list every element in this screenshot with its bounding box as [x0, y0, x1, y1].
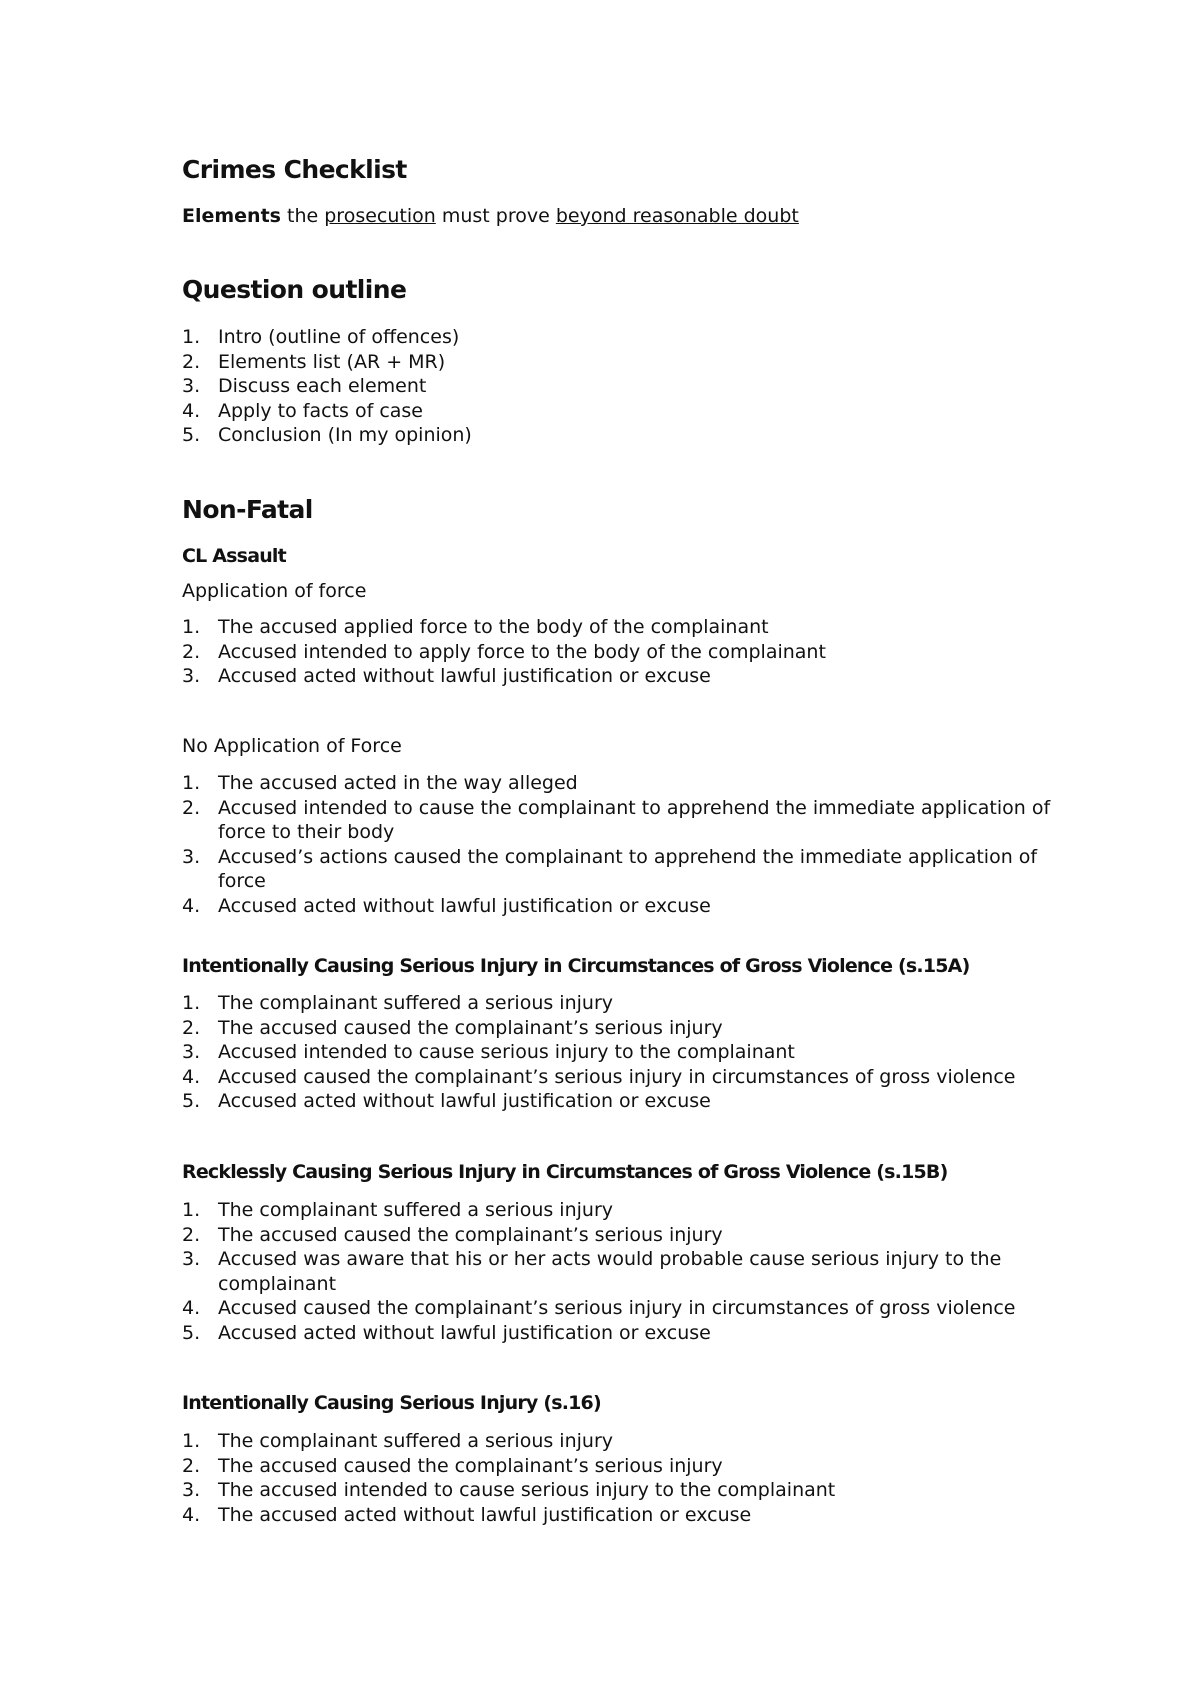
list-item	[182, 796, 1062, 845]
list-item-number: 1.	[182, 1430, 201, 1452]
list-item-number: 3.	[182, 665, 201, 687]
list-item-number: 1.	[182, 616, 201, 638]
list-item-number: 2.	[182, 796, 201, 819]
list-item	[182, 1503, 1062, 1528]
list-item-text: The complainant suffered a serious injury	[218, 992, 614, 1014]
list-item-text: The accused caused the complainant’s serious injury	[218, 1016, 723, 1039]
list-item	[182, 1016, 1062, 1041]
list-item	[182, 325, 1062, 350]
intro-text-1: the	[280, 205, 325, 227]
list-item-number: 3.	[182, 1479, 201, 1501]
list-item-text: Accused intended to cause serious injury to the complainant	[218, 1041, 795, 1063]
list-item-number: 5.	[182, 1090, 201, 1112]
non-fatal-heading: Non-Fatal	[182, 495, 313, 524]
list-item-text: Accused acted without lawful justification or excuse	[218, 665, 711, 687]
s15b-list	[182, 1198, 1062, 1345]
list-item	[182, 1429, 1062, 1454]
list-item	[182, 664, 1062, 689]
list-item-text: The accused intended to cause serious injury to the complainant	[218, 1479, 836, 1501]
list-item-number: 4.	[182, 1503, 201, 1526]
list-item-number: 4.	[182, 894, 201, 917]
list-item-number: 5.	[182, 424, 201, 446]
list-item-number: 2.	[182, 1454, 201, 1477]
list-item-text: Conclusion (In my opinion)	[218, 424, 472, 446]
question-outline-heading: Question outline	[182, 275, 407, 304]
list-item	[182, 845, 1062, 894]
list-item-text: Discuss each element	[218, 375, 427, 397]
list-item	[182, 991, 1062, 1016]
list-item-text: Accused was aware that his or her acts would probable cause serious injury to the complainant	[218, 1248, 1002, 1295]
list-item-number: 1.	[182, 1199, 201, 1221]
list-item	[182, 1321, 1062, 1346]
document-title: Crimes Checklist	[182, 155, 407, 184]
list-item-number: 4.	[182, 1065, 201, 1088]
list-item-text: Elements list (AR + MR)	[218, 350, 446, 373]
list-item-text: The accused acted without lawful justification or excuse	[218, 1503, 752, 1526]
list-item	[182, 1454, 1062, 1479]
list-item-number: 1.	[182, 326, 201, 348]
s15a-list	[182, 991, 1062, 1114]
list-item	[182, 1478, 1062, 1503]
list-item-number: 2.	[182, 1223, 201, 1246]
list-item-text: Accused intended to cause the complainant to apprehend the immediate application of force to their body	[218, 796, 1051, 843]
list-item-text: Accused acted without lawful justification or excuse	[218, 894, 711, 917]
list-item-number: 2.	[182, 350, 201, 373]
application-of-force-label: Application of force	[182, 580, 367, 602]
list-item-number: 2.	[182, 1016, 201, 1039]
list-item-text: The complainant suffered a serious injury	[218, 1199, 614, 1221]
list-item-text: Accused intended to apply force to the body of the complainant	[218, 640, 826, 663]
list-item-text: Accused caused the complainant’s serious injury in circumstances of gross violence	[218, 1297, 1016, 1319]
list-item	[182, 615, 1062, 640]
list-item-text: Accused’s actions caused the complainant to apprehend the immediate application of force	[218, 845, 1038, 892]
list-item-text: The complainant suffered a serious injury	[218, 1430, 614, 1452]
list-item-text: The accused caused the complainant’s serious injury	[218, 1454, 723, 1477]
list-item-text: The accused caused the complainant’s serious injury	[218, 1223, 723, 1246]
list-item-number: 5.	[182, 1321, 201, 1344]
intro-bold: Elements	[182, 205, 281, 227]
s16-heading: Intentionally Causing Serious Injury (s.16)	[182, 1392, 601, 1414]
list-item	[182, 1296, 1062, 1321]
list-item-text: Apply to facts of case	[218, 399, 423, 422]
list-item-number: 2.	[182, 640, 201, 663]
s15a-heading: Intentionally Causing Serious Injury in Circumstances of Gross Violence (s.15A)	[182, 955, 970, 977]
list-item-number: 3.	[182, 375, 201, 397]
application-of-force-list	[182, 615, 1062, 689]
intro-line	[182, 205, 1062, 227]
no-application-of-force-label: No Application of Force	[182, 735, 402, 757]
list-item	[182, 1040, 1062, 1065]
list-item	[182, 771, 1062, 796]
list-item	[182, 1223, 1062, 1248]
list-item	[182, 894, 1062, 919]
list-item-number: 3.	[182, 845, 201, 868]
cl-assault-heading: CL Assault	[182, 545, 286, 567]
list-item	[182, 399, 1062, 424]
list-item-text: Accused acted without lawful justification or excuse	[218, 1090, 711, 1112]
intro-underline-2: beyond reasonable doubt	[555, 205, 799, 227]
list-item-number: 4.	[182, 399, 201, 422]
s16-list	[182, 1429, 1062, 1527]
list-item-number: 4.	[182, 1297, 201, 1319]
s15b-heading: Recklessly Causing Serious Injury in Circumstances of Gross Violence (s.15B)	[182, 1161, 948, 1183]
list-item	[182, 1089, 1062, 1114]
intro-text-2: must prove	[435, 205, 556, 227]
list-item-text: Accused acted without lawful justification or excuse	[218, 1321, 711, 1344]
list-item-number: 1.	[182, 992, 201, 1014]
no-application-of-force-list	[182, 771, 1062, 918]
list-item	[182, 1198, 1062, 1223]
list-item-number: 3.	[182, 1248, 201, 1270]
list-item-number: 3.	[182, 1041, 201, 1063]
list-item	[182, 640, 1062, 665]
list-item	[182, 374, 1062, 399]
list-item-number: 1.	[182, 772, 201, 794]
list-item	[182, 1065, 1062, 1090]
list-item-text: Intro (outline of offences)	[218, 326, 460, 348]
intro-underline-1: prosecution	[324, 205, 436, 227]
list-item-text: The accused applied force to the body of the complainant	[218, 616, 769, 638]
question-outline-list	[182, 325, 1062, 448]
list-item	[182, 350, 1062, 375]
list-item	[182, 1247, 1062, 1296]
list-item	[182, 423, 1062, 448]
list-item-text: The accused acted in the way alleged	[218, 772, 578, 794]
list-item-text: Accused caused the complainant’s serious injury in circumstances of gross violence	[218, 1065, 1016, 1088]
